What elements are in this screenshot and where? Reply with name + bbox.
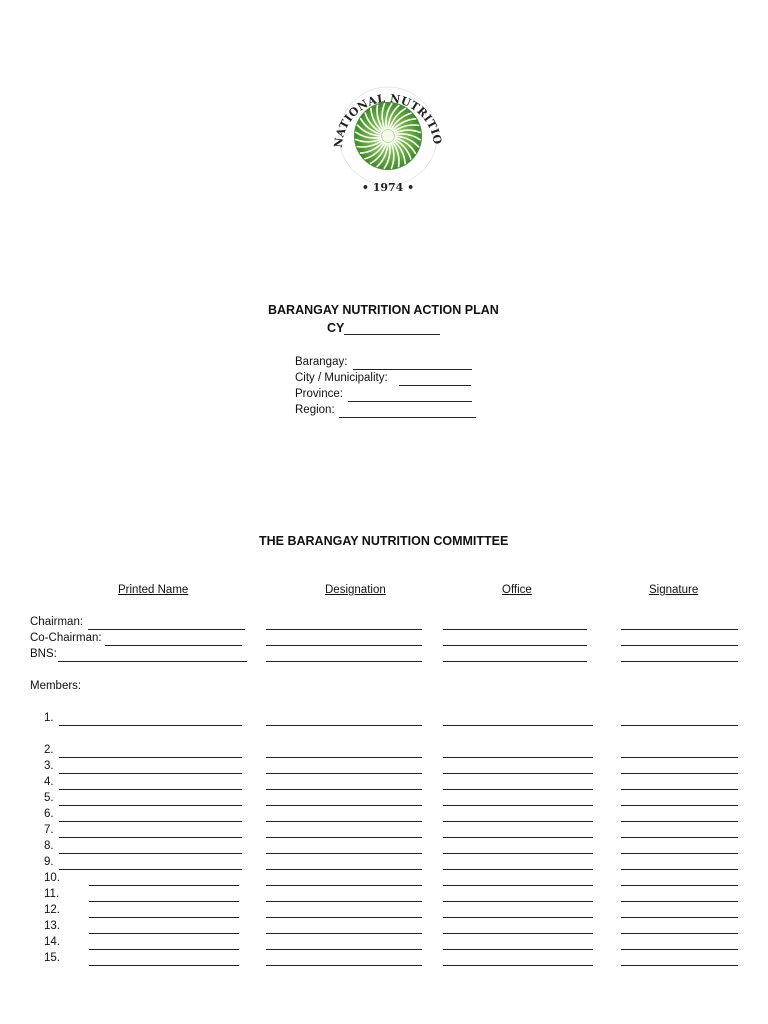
- member-number: 13.: [44, 920, 60, 932]
- officer-signature-blank[interactable]: [621, 645, 738, 646]
- member-office-blank[interactable]: [443, 933, 593, 934]
- members-label: Members:: [30, 680, 82, 692]
- member-office-blank[interactable]: [443, 901, 593, 902]
- member-office-blank[interactable]: [443, 885, 593, 886]
- member-signature-blank[interactable]: [621, 773, 738, 774]
- member-name-blank[interactable]: [59, 725, 242, 726]
- province-blank[interactable]: [348, 401, 472, 402]
- member-designation-blank[interactable]: [266, 917, 422, 918]
- member-number: 8.: [44, 840, 54, 852]
- member-signature-blank[interactable]: [621, 917, 738, 918]
- member-name-blank[interactable]: [89, 901, 239, 902]
- member-signature-blank[interactable]: [621, 933, 738, 934]
- member-signature-blank[interactable]: [621, 821, 738, 822]
- member-signature-blank[interactable]: [621, 805, 738, 806]
- member-number: 6.: [44, 808, 54, 820]
- officer-signature-blank[interactable]: [621, 661, 738, 662]
- member-name-blank[interactable]: [59, 773, 242, 774]
- member-name-blank[interactable]: [59, 789, 242, 790]
- member-signature-blank[interactable]: [621, 885, 738, 886]
- region-label: Region:: [295, 404, 335, 416]
- member-office-blank[interactable]: [443, 949, 593, 950]
- column-header-printed-name: Printed Name: [118, 584, 189, 596]
- cy-blank[interactable]: [344, 334, 440, 335]
- member-office-blank[interactable]: [443, 917, 593, 918]
- officer-label: Co-Chairman:: [30, 632, 102, 644]
- member-signature-blank[interactable]: [621, 965, 738, 966]
- logo-seal-icon: [322, 70, 454, 200]
- city-municipality-label: City / Municipality:: [295, 372, 388, 384]
- member-number: 7.: [44, 824, 54, 836]
- barangay-blank[interactable]: [353, 369, 472, 370]
- region-blank[interactable]: [339, 417, 476, 418]
- logo-ring-text: NATIONAL NUTRITIO: [331, 91, 445, 149]
- column-header-office: Office: [502, 584, 532, 596]
- member-designation-blank[interactable]: [266, 949, 422, 950]
- member-name-blank[interactable]: [89, 965, 239, 966]
- logo-year: • 1974 •: [361, 181, 415, 194]
- national-nutrition-council-logo: [322, 70, 454, 200]
- member-designation-blank[interactable]: [266, 837, 422, 838]
- member-name-blank[interactable]: [59, 853, 242, 854]
- province-label: Province:: [295, 388, 343, 400]
- member-office-blank[interactable]: [443, 805, 593, 806]
- member-name-blank[interactable]: [59, 757, 242, 758]
- officer-name-blank[interactable]: [105, 645, 242, 646]
- member-office-blank[interactable]: [443, 869, 593, 870]
- member-office-blank[interactable]: [443, 965, 593, 966]
- member-number: 15.: [44, 952, 60, 964]
- member-number: 12.: [44, 904, 60, 916]
- member-designation-blank[interactable]: [266, 789, 422, 790]
- member-number: 1.: [44, 712, 54, 724]
- member-office-blank[interactable]: [443, 773, 593, 774]
- committee-title: THE BARANGAY NUTRITION COMMITTEE: [259, 534, 509, 548]
- member-designation-blank[interactable]: [266, 901, 422, 902]
- member-number: 5.: [44, 792, 54, 804]
- member-signature-blank[interactable]: [621, 837, 738, 838]
- officer-office-blank[interactable]: [443, 629, 587, 630]
- officer-name-blank[interactable]: [88, 629, 245, 630]
- city-municipality-blank[interactable]: [399, 385, 471, 386]
- member-designation-blank[interactable]: [266, 933, 422, 934]
- member-office-blank[interactable]: [443, 725, 593, 726]
- member-name-blank[interactable]: [59, 837, 242, 838]
- member-office-blank[interactable]: [443, 757, 593, 758]
- officer-office-blank[interactable]: [443, 645, 587, 646]
- member-name-blank[interactable]: [59, 869, 242, 870]
- member-office-blank[interactable]: [443, 853, 593, 854]
- member-designation-blank[interactable]: [266, 885, 422, 886]
- officer-label: BNS:: [30, 648, 57, 660]
- member-name-blank[interactable]: [89, 917, 239, 918]
- officer-designation-blank[interactable]: [266, 645, 422, 646]
- member-name-blank[interactable]: [59, 821, 242, 822]
- officer-office-blank[interactable]: [443, 661, 587, 662]
- member-signature-blank[interactable]: [621, 949, 738, 950]
- member-office-blank[interactable]: [443, 837, 593, 838]
- member-designation-blank[interactable]: [266, 853, 422, 854]
- member-name-blank[interactable]: [59, 805, 242, 806]
- officer-name-blank[interactable]: [58, 661, 247, 662]
- member-name-blank[interactable]: [89, 885, 239, 886]
- member-designation-blank[interactable]: [266, 725, 422, 726]
- member-number: 3.: [44, 760, 54, 772]
- member-signature-blank[interactable]: [621, 901, 738, 902]
- member-designation-blank[interactable]: [266, 805, 422, 806]
- cy-label: CY: [327, 321, 345, 335]
- member-designation-blank[interactable]: [266, 965, 422, 966]
- member-number: 10.: [44, 872, 60, 884]
- column-header-designation: Designation: [325, 584, 386, 596]
- member-number: 14.: [44, 936, 60, 948]
- member-signature-blank[interactable]: [621, 869, 738, 870]
- plan-title: BARANGAY NUTRITION ACTION PLAN: [268, 303, 499, 317]
- member-number: 4.: [44, 776, 54, 788]
- member-office-blank[interactable]: [443, 821, 593, 822]
- member-name-blank[interactable]: [89, 949, 239, 950]
- officer-label: Chairman:: [30, 616, 84, 628]
- officer-designation-blank[interactable]: [266, 629, 422, 630]
- member-number: 2.: [44, 744, 54, 756]
- member-name-blank[interactable]: [89, 933, 239, 934]
- member-designation-blank[interactable]: [266, 821, 422, 822]
- officer-signature-blank[interactable]: [621, 629, 738, 630]
- member-signature-blank[interactable]: [621, 725, 738, 726]
- member-office-blank[interactable]: [443, 789, 593, 790]
- member-designation-blank[interactable]: [266, 869, 422, 870]
- officer-designation-blank[interactable]: [266, 661, 422, 662]
- member-designation-blank[interactable]: [266, 757, 422, 758]
- member-signature-blank[interactable]: [621, 789, 738, 790]
- column-header-signature: Signature: [649, 584, 699, 596]
- member-number: 11.: [44, 888, 60, 900]
- barangay-label: Barangay:: [295, 356, 348, 368]
- member-signature-blank[interactable]: [621, 757, 738, 758]
- member-signature-blank[interactable]: [621, 853, 738, 854]
- member-number: 9.: [44, 856, 54, 868]
- member-designation-blank[interactable]: [266, 773, 422, 774]
